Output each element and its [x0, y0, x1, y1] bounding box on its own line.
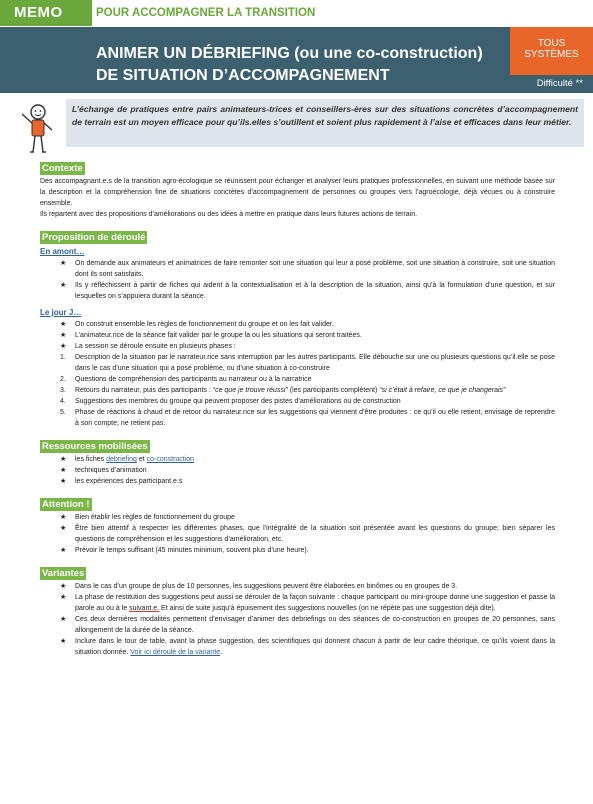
- category-line-1: TOUS: [537, 38, 566, 49]
- contexte-paragraph-2: Ils repartent avec des propositions d’améliorations ou des idées à mettre en pratique dans leurs futures actions de terrain.: [40, 211, 418, 218]
- step-text: Retours du narrateur, puis des participants :: [75, 387, 213, 394]
- section-title-contexte: Contexte: [42, 163, 83, 174]
- list-item: ★ Être bien attentif à respecter les différentes phases, que l’intégralité de la situation soit présentée avant les questions du groupe; bien séparer les questions de compréhension et les suggestions d’amélioration, etc.: [60, 523, 555, 545]
- list-item: ★ On construit ensemble les règles de fonctionnement du groupe et on les fait valider.: [60, 319, 555, 330]
- ressources-list: [40, 454, 555, 487]
- page-title-line-2: DE SITUATION D’ACCOMPAGNEMENT: [96, 67, 390, 84]
- step-text: Suggestions des membres du groupe qui peuvent proposer des pistes d’améliorations ou de construction: [75, 398, 401, 405]
- list-item-text: les fiches: [75, 456, 107, 463]
- step-text: (les participants complètent): [287, 387, 380, 394]
- memo-subtitle: POUR ACCOMPAGNER LA TRANSITION: [96, 7, 316, 19]
- phases-list: [40, 352, 555, 429]
- list-item: [60, 374, 555, 385]
- amont-list: [40, 258, 555, 302]
- intro-box: L’échange de pratiques entre pairs animateurs-trices et conseillers-ères sur des situations concrètes d’accompagnement de terrain est un moyen efficace pour qu’ils.elles s’outillent et soient plus rapidement à l’aise et efficaces dans leur métier.: [66, 99, 584, 147]
- section-title-variantes: Variantes: [42, 568, 85, 579]
- list-item: [60, 592, 555, 614]
- step-text: Phase de réactions à chaud et de retour du narrateur.rice sur les suggestions qui viennent d’être produites : ce qu’il ou elle retient, envisage de reprendre à son compte, ne retient pas.: [75, 409, 555, 427]
- step-number: 4.: [60, 398, 66, 405]
- list-item: ★ les expériences des participant.e.s: [60, 476, 555, 487]
- subsection-title-amont: En amont…: [40, 247, 85, 256]
- list-item-text: Et ainsi de suite jusqu’à épuisement des suggestions nouvelles (on ne répète pas une suggestion déjà dite).: [159, 605, 496, 612]
- list-item: [60, 396, 555, 407]
- list-item: [60, 636, 555, 658]
- jour-j-list: [40, 319, 555, 352]
- section-title-attention: Attention !: [42, 499, 90, 510]
- list-item: ★ techniques d’animation: [60, 465, 555, 476]
- list-item: [60, 385, 555, 396]
- list-item-text: Inclure dans le tour de table, avant la phase suggestion, des scientifiques qui donnent chacun à partir de leur cadre théorique, ce qu’ils voient dans la situation donnée.: [75, 638, 555, 656]
- variante-link[interactable]: Voir ici déroulé de la variante: [130, 649, 221, 656]
- step-number: 5.: [60, 409, 66, 416]
- quote-text: “ce que je trouve réussi”: [212, 387, 288, 394]
- list-item: ★ Ils y réfléchissent à partir de fiches qui aident à la contextualisation et à la description de la situation, ainsi qu’à la formulation d’une question, et sur lesquelles on s’appuiera durant la séance.: [60, 280, 555, 302]
- underlined-word: suivant.e.: [129, 605, 160, 612]
- difficulty-label: Difficulté **: [536, 78, 583, 89]
- section-title-ressources: Ressources mobilisées: [42, 441, 148, 452]
- memo-tag: MEMO: [0, 0, 92, 26]
- main-content: [40, 158, 555, 658]
- list-item: ★ L’animateur.rice de la séance fait valider par le groupe la ou les situations qui seront traitées.: [60, 330, 555, 341]
- step-number: 2.: [60, 376, 66, 383]
- debriefing-link[interactable]: debriefing: [106, 456, 137, 463]
- quote-text: “si c’était à refaire, ce que je changerais”: [379, 387, 506, 394]
- list-item: [60, 352, 555, 374]
- top-bar: [0, 0, 593, 26]
- section-title-deroule: Proposition de déroulé: [42, 232, 146, 243]
- list-item: [60, 454, 555, 465]
- list-item: ★ On demande aux animateurs et animatrices de faire remonter soit une situation qui leur a posé problème, soit une situation à construire, soit une situation dont ils sont satisfaits.: [60, 258, 555, 280]
- subsection-title-jour-j: Le jour J…: [40, 308, 82, 317]
- step-text: Description de la situation par le narrateur.rice sans interruption par les autres participants. Elle débouche sur une ou plusieurs questions qu’il.elle se pose dans le cas d’une situation qui a posé problème, ou d’une situation à co-construire: [75, 354, 555, 372]
- list-item: ★ Ces deux dernières modalités permettent d’envisager d’animer des debriefings ou des séances de co-construction en groupes de 20 personnes, sans allongement de la durée de la séance.: [60, 614, 555, 636]
- attention-list: [40, 512, 555, 556]
- title-band: [0, 27, 593, 93]
- list-item: ★ Prévoir le temps suffisant (45 minutes minimum, souvent plus d’une heure).: [60, 545, 555, 556]
- category-badge: [510, 27, 593, 75]
- list-item-text: .: [220, 649, 223, 656]
- category-line-2: SYSTÈMES: [524, 49, 579, 60]
- variantes-list: [40, 581, 555, 658]
- list-item: ★ Dans le cas d’un groupe de plus de 10 personnes, les suggestions peuvent être élaborées en binômes ou en groupes de 3.: [60, 581, 555, 592]
- step-number: 3.: [60, 387, 66, 394]
- list-item: [60, 407, 555, 429]
- co-construction-link[interactable]: co-construction: [146, 456, 195, 463]
- list-item-text: et: [136, 456, 147, 463]
- page-title-line-1: ANIMER UN DÉBRIEFING (ou une co-construction): [96, 45, 483, 62]
- list-item-text: La phase de restitution des suggestions peut aussi se dérouler de la façon suivante : chaque participant ou mini-groupe donne une suggestion et passe la parole au ou à le: [75, 594, 555, 612]
- presenter-figure-icon: [18, 102, 58, 158]
- step-number: 1.: [60, 354, 66, 361]
- step-text: Questions de compréhension des participants au narrateur ou à la narratrice: [75, 376, 312, 383]
- list-item: ★ Bien établir les règles de fonctionnement du groupe: [60, 512, 555, 523]
- contexte-paragraph-1: Des accompagnant.e.s de la transition agro-écologique se réunissent pour échanger et analyser leurs pratiques professionnelles, en suivant une méthode basée sur la description et la compréhension fine de situations concrètes d’accompagnement de personnes ou groupes vers l’agroécologie, déjà vécues ou à construire ensemble.: [40, 178, 555, 207]
- list-item: ★ La session se déroule ensuite en plusieurs phases :: [60, 341, 555, 352]
